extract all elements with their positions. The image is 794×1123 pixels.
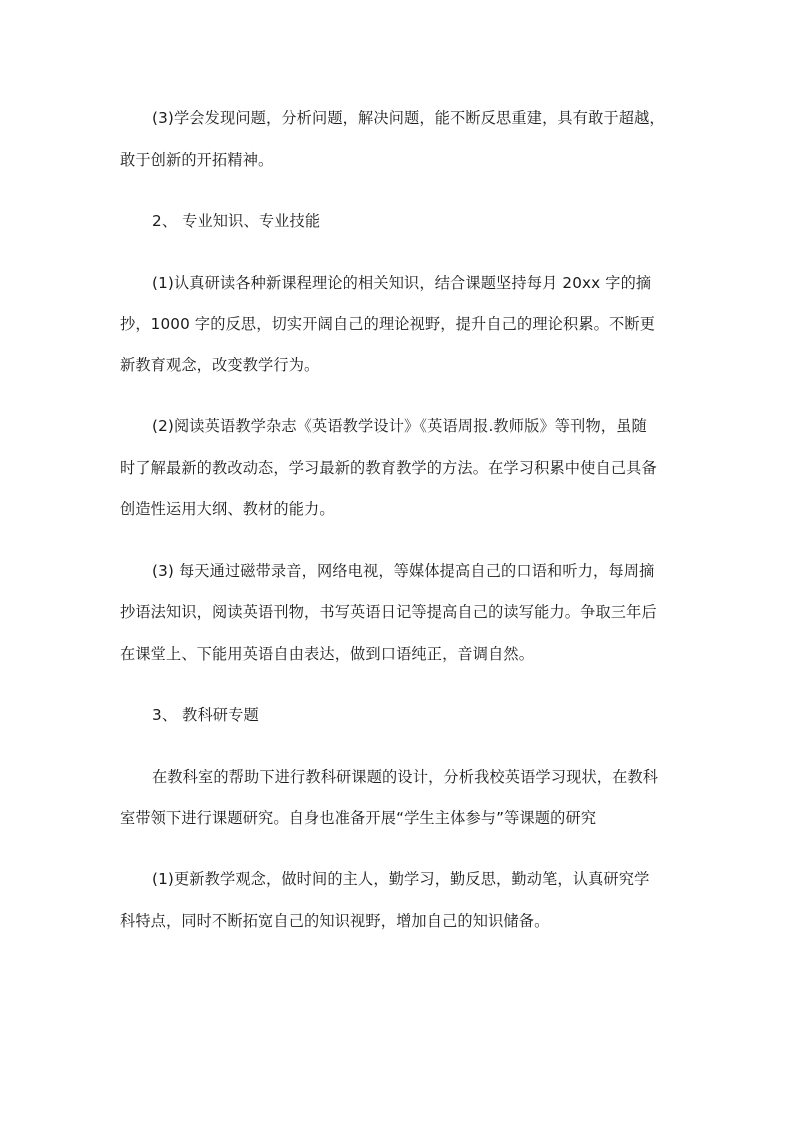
paragraph-line: (1)更新教学观念，做时间的主人，勤学习，勤反思，勤动笔，认真研究学 <box>152 870 650 888</box>
paragraph-line: 室带领下进行课题研究。自身也准备开展“学生主体参与”等课题的研究 <box>120 809 597 827</box>
paragraph-line: 创造性运用大纲、教材的能力。 <box>120 500 335 518</box>
paragraph-line: 抄语法知识，阅读英语刊物，书写英语日记等提高自己的读写能力。争取三年后 <box>120 603 657 621</box>
paragraph-line: (3)学会发现问题，分析问题，解决问题，能不断反思重建，具有敢于超越， <box>152 109 665 127</box>
paragraph-line: 抄，1000 字的反思，切实开阔自己的理论视野，提升自己的理论积累。不断更 <box>120 315 656 333</box>
paragraph-line: (2)阅读英语教学杂志《英语教学设计》《英语周报.教师版》等刊物，虽随 <box>152 417 647 435</box>
paragraph-line: 新教育观念，改变教学行为。 <box>120 356 320 374</box>
paragraph-line: (1)认真研读各种新课程理论的相关知识，结合课题坚持每月 20xx 字的摘 <box>152 274 652 292</box>
paragraph-line: 敢于创新的开拓精神。 <box>120 151 274 169</box>
paragraph-line: 在教科室的帮助下进行教科研课题的设计，分析我校英语学习现状，在教科 <box>152 768 659 786</box>
paragraph-line: 在课堂上、下能用英语自由表达，做到口语纯正，音调自然。 <box>120 645 535 663</box>
section-heading-2: 2、 专业知识、专业技能 <box>152 212 321 230</box>
paragraph-line: 时了解最新的教改动态，学习最新的教育教学的方法。在学习积累中使自己具备 <box>120 459 657 477</box>
paragraph-line: (3) 每天通过磁带录音，网络电视，等媒体提高自己的口语和听力，每周摘 <box>152 562 655 580</box>
section-heading-3: 3、 教科研专题 <box>152 706 259 724</box>
paragraph-line: 科特点，同时不断拓宽自己的知识视野，增加自己的知识储备。 <box>120 912 550 930</box>
